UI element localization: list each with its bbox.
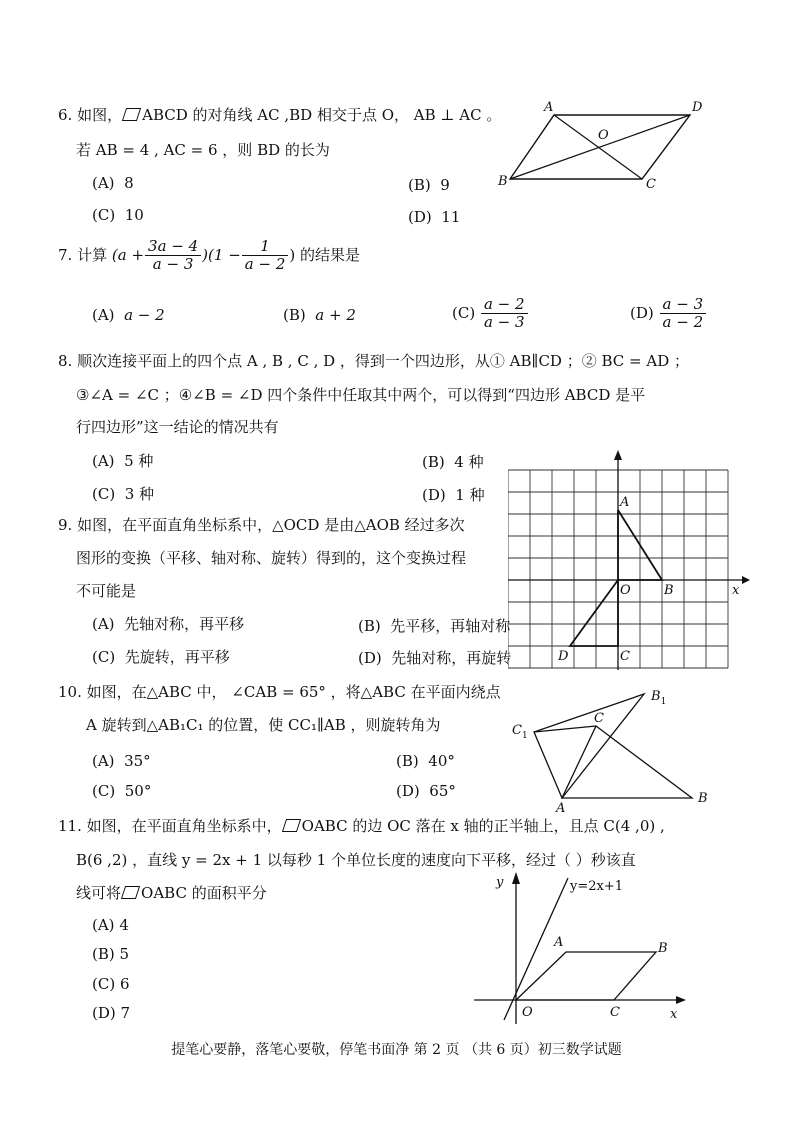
q11-option-b: (B) 5 [92,945,130,963]
q10-label-c1: $C_1$ [512,723,528,741]
q6-parallelogram-figure [490,95,720,195]
q11-label-a: A [554,935,564,950]
q10-option-b: (B) 40° [396,752,455,770]
q9-label-c: C [620,649,630,664]
q7-fraction-2: $\frac{1}{a - 2}$ [242,238,289,274]
q11-label-x: x [670,1007,678,1022]
q10-rotation-figure [510,680,735,812]
q6-option-a: (A) 8 [92,174,134,192]
q6-label-b: B [498,174,508,189]
q10-option-a: (A) 35° [92,752,151,770]
q9-label-d: D [558,649,569,664]
q8-stem-line3: 行四边形”这一结论的情况共有 [76,418,279,436]
q6-number: 6. [58,106,73,124]
q11-option-d: (D) 7 [92,1004,131,1022]
q7-option-d: (D) $\frac{a - 3}{a - 2}$ [630,296,707,332]
q9-stem-line1: 9. 如图，在平面直角坐标系中，△OCD 是由△AOB 经过多次 [58,516,465,534]
q6-label-a: A [544,100,554,115]
q11-parallelogram [516,952,656,1000]
q9-triangle-ocd [570,580,618,646]
q6-stem-line2: 若 AB = 4 , AC = 6 ，则 BD 的长为 [76,141,330,159]
q10-option-c: (C) 50° [92,782,152,800]
q11-label-y: y [496,875,504,890]
q11-coordinate-figure [470,868,700,1028]
q6-text-b: ABCD 的对角线 AC ,BD 相交于点 O， AB ⊥ AC 。 [142,106,502,124]
q10-label-c: C [594,711,604,726]
q6-label-o: O [598,128,609,143]
q8-option-c: (C) 3 种 [92,485,155,503]
q7-option-a: (A) a − 2 [92,306,165,324]
q11-label-b: B [658,941,668,956]
q9-option-a: (A) 先轴对称，再平移 [92,615,245,633]
q10-option-d: (D) 65° [396,782,456,800]
q11-label-c: C [610,1005,620,1020]
q9-grid-figure [508,448,758,676]
q10-number: 10. [58,683,82,701]
q9-stem-line2: 图形的变换（平移、轴对称、旋转）得到的，这个变换过程 [76,549,467,567]
q9-label-o: O [620,583,631,598]
parallelogram-icon [121,886,140,899]
q11-stem-line3: 线可将 OABC 的面积平分 [76,884,267,902]
q7-number: 7. [58,245,73,264]
q8-stem-line1: 8. 顺次连接平面上的四个点 A , B , C , D ，得到一个四边形，从① AB∥CD ；② BC = AD ； [58,352,690,370]
q6-label-c: C [646,177,656,192]
q9-label-b: B [664,583,674,598]
q10-stem-line1: 10. 如图，在△ABC 中， ∠CAB = 65° ，将△ABC 在平面内绕点 [58,683,501,701]
parallelogram-icon [282,819,301,832]
q11-stem-line2: B(6 ,2) ，直线 y = 2x + 1 以每秒 1 个单位长度的速度向下平移，经过（ ）秒该直 [76,851,636,869]
q8-stem-line2: ③∠A = ∠C ；④∠B = ∠D 四个条件中任取其中两个，可以得到“四边形 ABCD 是平 [76,386,646,404]
q10-triangle-ab1c1 [534,694,644,798]
q11-option-a: (A) 4 [92,916,129,934]
page-footer: 提笔心要静，落笔心要敬，停笔书面净 第 2 页 （共 6 页）初三数学试题 [171,1042,622,1058]
q9-number: 9. [58,516,73,534]
q11-label-o: O [522,1005,533,1020]
q6-option-c: (C) 10 [92,206,144,224]
q10-label-a: A [556,801,566,812]
q10-triangle-abc [562,726,692,798]
q10-stem-line2: A 旋转到△AB₁C₁ 的位置，使 CC₁∥AB ，则旋转角为 [86,716,441,734]
q6-label-d: D [692,100,703,115]
q10-label-b: B [698,791,708,806]
q11-label-line: y=2x+1 [570,879,624,894]
q8-option-a: (A) 5 种 [92,452,154,470]
q9-option-d: (D) 先轴对称，再旋转 [358,649,512,667]
q9-label-a: A [620,495,630,510]
q9-option-b: (B) 先平移，再轴对称 [358,617,511,635]
q6-stem-line1 [58,106,501,124]
q8-number: 8. [58,352,73,370]
q11-option-c: (C) 6 [92,975,130,993]
q6-option-b: (B) 9 [408,176,450,194]
q6-option-d: (D) 11 [408,208,461,226]
q7-option-b: (B) a + 2 [283,306,356,324]
q6-text-a: 如图， [77,106,123,124]
q8-option-d: (D) 1 种 [422,486,485,504]
q7-fraction-1: $\frac{3a - 4}{a - 3}$ [145,238,201,274]
q11-stem-line1: 11. 如图，在平面直角坐标系中， OABC 的边 OC 落在 x 轴的正半轴上，且点 C(4 ,0) , [58,817,665,835]
q9-option-c: (C) 先旋转，再平移 [92,648,230,666]
q8-option-b: (B) 4 种 [422,453,484,471]
q9-stem-line3: 不可能是 [76,582,137,600]
q10-label-b1: $B_1$ [651,689,667,707]
q9-label-x: x [732,583,740,598]
parallelogram-icon [122,108,141,121]
q7-stem: 7. 计算 (a + $\frac{3a - 4}{a - 3}$ )(1 − $\frac{1}{a - 2}$ ) 的结果是 [58,237,360,274]
q7-option-c: (C) $\frac{a - 2}{a - 3}$ [452,296,529,332]
q11-number: 11. [58,817,82,835]
